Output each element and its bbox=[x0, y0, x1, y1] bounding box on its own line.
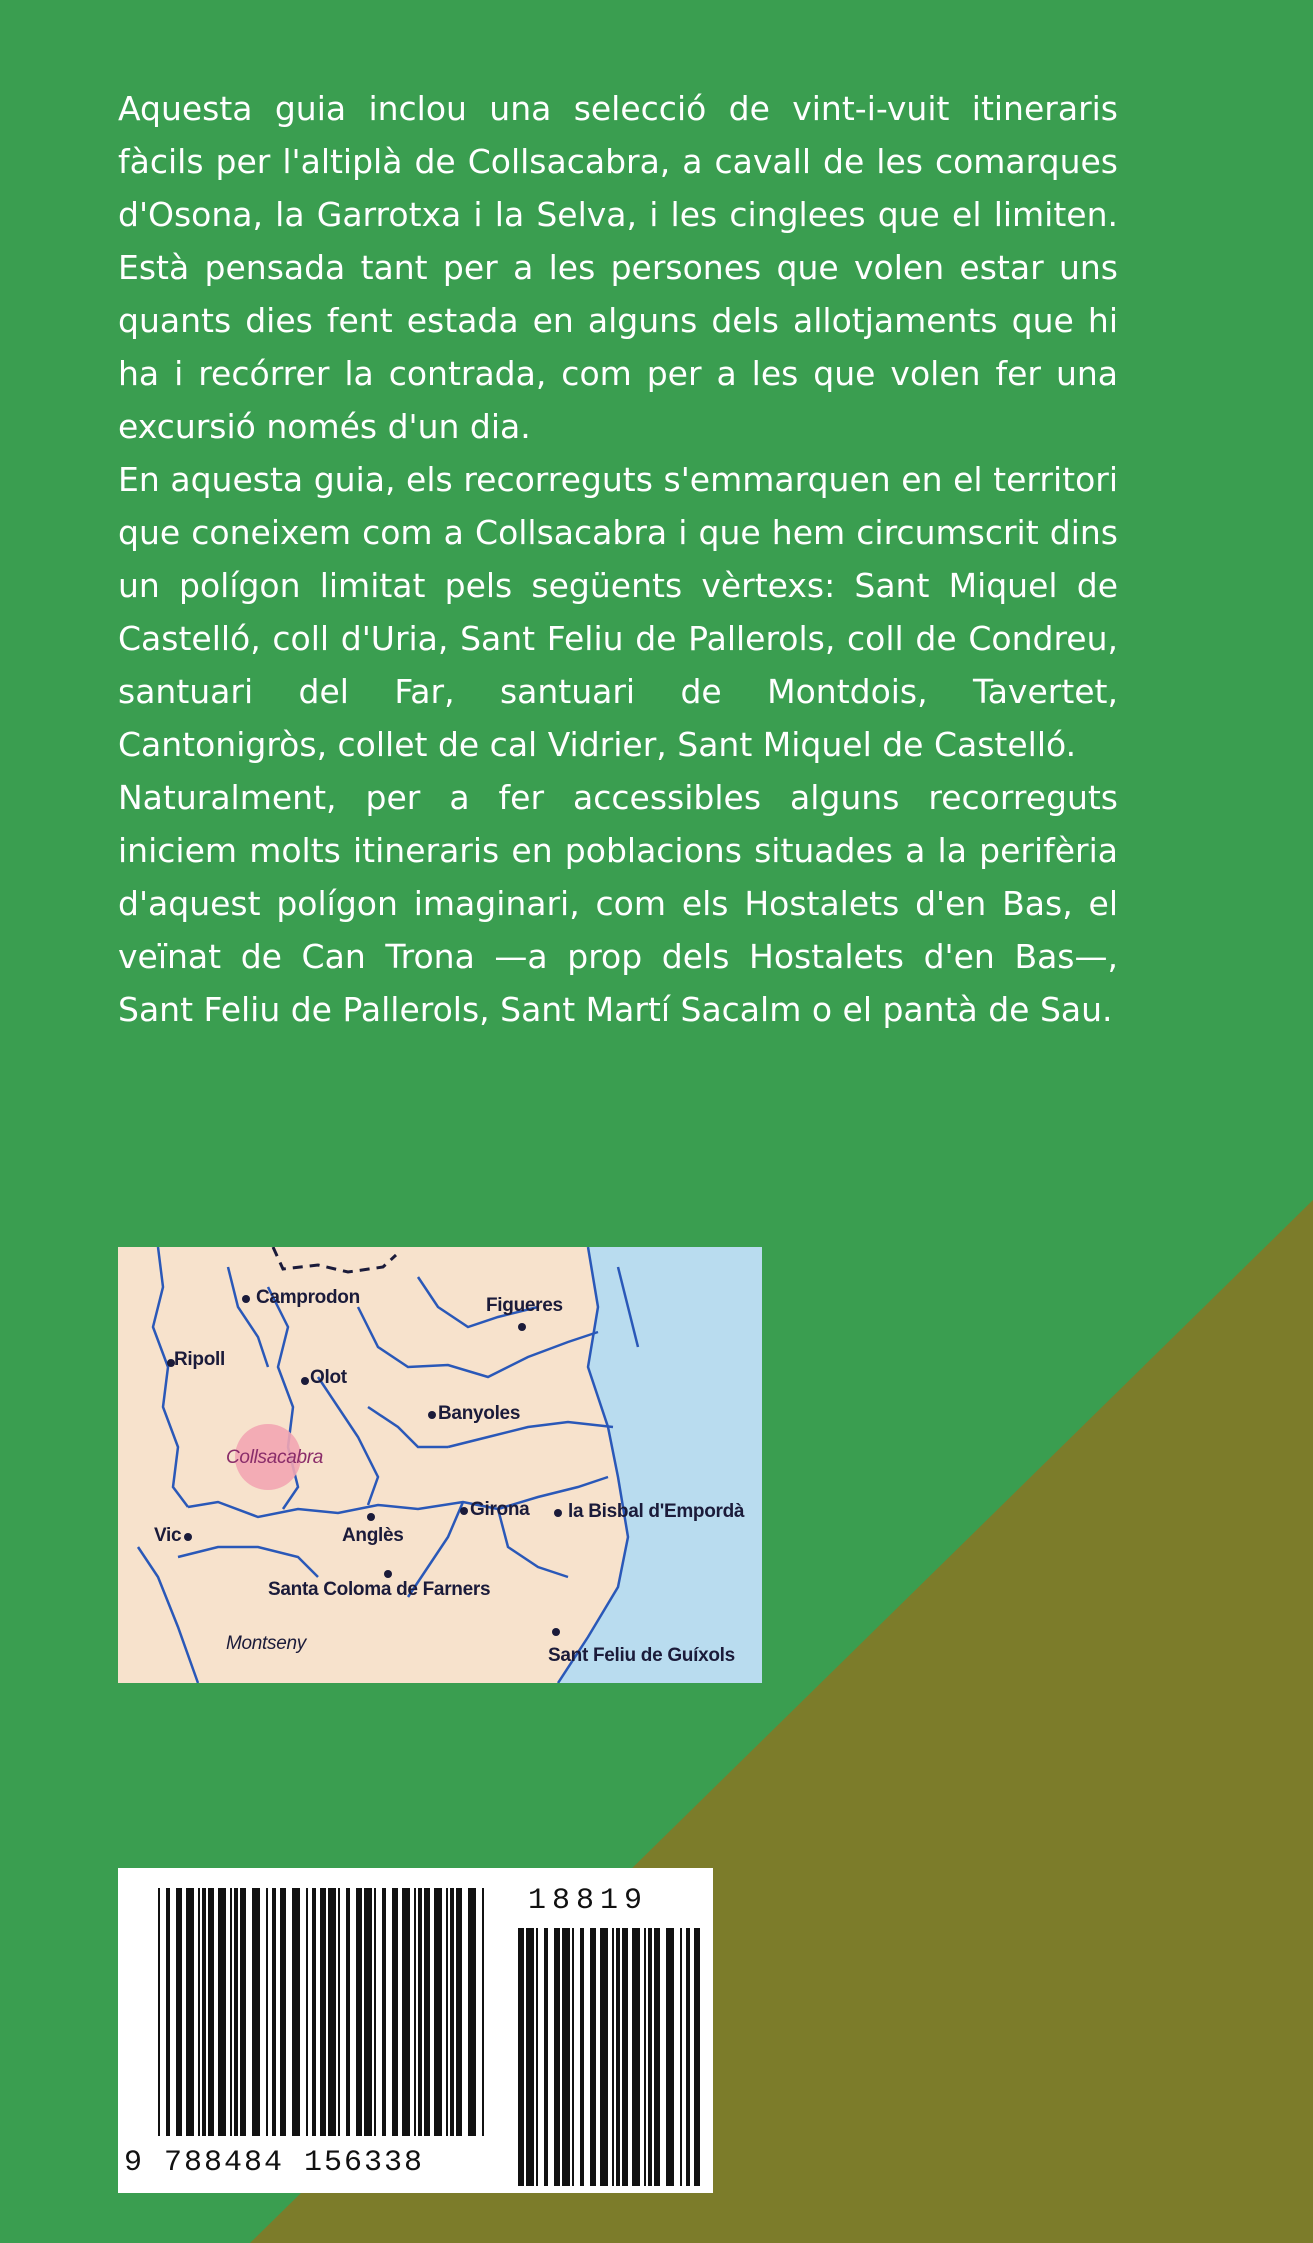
barcode-bar bbox=[468, 1888, 476, 2136]
map-drawing bbox=[118, 1247, 762, 1683]
barcode-bar bbox=[536, 1928, 538, 2186]
blurb-paragraph-3: Naturalment, per a fer accessibles alguns recorreguts iniciem molts itineraris en poblacions situades a la perifèria d'aquest polígon imaginari, com els Hostalets d'en Bas, el veïnat de Can Trona —a prop dels Hostalets d'en Bas—, Sant Feliu de Pallerols, Sant Martí Sacalm o el pantà de Sau. bbox=[118, 778, 1118, 1029]
map-label-santa-coloma: Santa Coloma de Farners bbox=[268, 1579, 491, 1600]
barcode-bar bbox=[526, 1928, 534, 2186]
barcode-bar bbox=[312, 1888, 316, 2136]
barcode-bar bbox=[320, 1888, 326, 2136]
barcode-bar bbox=[382, 1888, 386, 2136]
dot-bisbal bbox=[554, 1509, 562, 1517]
map-label-vic: Vic bbox=[154, 1525, 182, 1546]
barcode-bar bbox=[562, 1928, 570, 2186]
barcode-bar bbox=[292, 1888, 300, 2136]
barcode-bar bbox=[218, 1888, 226, 2136]
barcode-bar bbox=[176, 1888, 182, 2136]
dot-santa-coloma bbox=[384, 1570, 392, 1578]
map-label-camprodon: Camprodon bbox=[256, 1287, 360, 1308]
isbn-number: 9 788484 156338 bbox=[124, 2146, 425, 2180]
barcode-bar bbox=[414, 1888, 416, 2136]
barcode-bar bbox=[680, 1928, 682, 2186]
map-label-olot: Olot bbox=[310, 1367, 347, 1388]
barcode-bar bbox=[230, 1888, 232, 2136]
barcode-bar bbox=[272, 1888, 276, 2136]
barcode-bar bbox=[654, 1928, 660, 2186]
barcode-bar bbox=[572, 1928, 574, 2186]
map-label-angles: Anglès bbox=[342, 1525, 404, 1546]
barcode-bar bbox=[648, 1928, 652, 2186]
map-label-girona: Girona bbox=[470, 1499, 530, 1520]
barcode-bar bbox=[590, 1928, 596, 2186]
barcode-bar bbox=[166, 1888, 170, 2136]
isbn-barcode bbox=[118, 1868, 713, 2193]
dot-olot bbox=[301, 1377, 309, 1385]
barcode-bar bbox=[644, 1928, 646, 2186]
barcode-bar bbox=[694, 1928, 700, 2186]
barcode-bar bbox=[456, 1888, 462, 2136]
dot-camprodon bbox=[242, 1295, 250, 1303]
addon-number: 18819 bbox=[528, 1884, 649, 1918]
barcode-bar bbox=[356, 1888, 362, 2136]
barcode-bar bbox=[424, 1888, 430, 2136]
map-label-collsacabra: Collsacabra bbox=[226, 1447, 324, 1468]
barcode-bar bbox=[402, 1888, 410, 2136]
barcode-bar bbox=[622, 1928, 628, 2186]
barcode-bar bbox=[686, 1928, 690, 2186]
rivers bbox=[138, 1247, 638, 1683]
barcode-bar bbox=[554, 1928, 560, 2186]
sea-area bbox=[558, 1247, 762, 1683]
barcode-bar bbox=[234, 1888, 238, 2136]
barcode-bar bbox=[580, 1928, 584, 2186]
barcode-bar bbox=[612, 1928, 614, 2186]
blurb-paragraph-2: En aquesta guia, els recorreguts s'emmarquen en el territori que coneixem com a Collsacabra i que hem circumscrit dins un polígon limitat pels següents vèrtexs: Sant Miquel de Castelló, coll d'Uria, Sant Feliu de Pallerols, coll de Condreu, santuari del Far, santuari de Montdois, Tavertet, Cantonigròs, collet de cal Vidrier, Sant Miquel de Castelló. bbox=[118, 460, 1118, 764]
map-label-figueres: Figueres bbox=[486, 1295, 563, 1316]
dot-vic bbox=[184, 1533, 192, 1541]
barcode-bar bbox=[202, 1888, 206, 2136]
border-line bbox=[273, 1247, 396, 1272]
location-map bbox=[118, 1247, 762, 1683]
barcode-bar bbox=[450, 1888, 454, 2136]
barcode-bar bbox=[198, 1888, 200, 2136]
map-label-banyoles: Banyoles bbox=[438, 1403, 521, 1424]
barcode-bar bbox=[158, 1888, 160, 2136]
dot-girona bbox=[460, 1507, 468, 1515]
barcode-bar bbox=[266, 1888, 268, 2136]
blurb-paragraph-1: Aquesta guia inclou una selecció de vint-i-vuit itineraris fàcils per l'altiplà de Collsacabra, a cavall de les comarques d'Osona, la Garrotxa i la Selva, i les cinglees que el limiten. Està pensada tant per a les persones que volen estar uns quants dies fent estada en alguns dels allotjaments que hi ha i recórrer la contrada, com per a les que volen fer una excursió només d'un dia. bbox=[118, 89, 1118, 446]
dot-banyoles bbox=[428, 1411, 436, 1419]
barcode-bar bbox=[280, 1888, 286, 2136]
dot-figueres bbox=[518, 1323, 526, 1331]
barcode-bar bbox=[364, 1888, 372, 2136]
barcode-bar bbox=[434, 1888, 442, 2136]
barcode-bar bbox=[482, 1888, 484, 2136]
map-label-sant-feliu-guixols: Sant Feliu de Guíxols bbox=[548, 1645, 735, 1666]
barcode-bar bbox=[252, 1888, 260, 2136]
map-label-montseny: Montseny bbox=[226, 1633, 306, 1654]
barcode-bar bbox=[306, 1888, 308, 2136]
barcode-bar bbox=[392, 1888, 398, 2136]
barcode-bar bbox=[374, 1888, 376, 2136]
barcode-bar bbox=[544, 1928, 548, 2186]
barcode-bar bbox=[418, 1888, 422, 2136]
map-label-ripoll: Ripoll bbox=[174, 1349, 225, 1370]
dot-sant-feliu bbox=[552, 1628, 560, 1636]
barcode-bar bbox=[338, 1888, 340, 2136]
barcode-bar bbox=[666, 1928, 674, 2186]
barcode-bar bbox=[632, 1928, 640, 2186]
barcode-bar bbox=[600, 1928, 608, 2186]
barcode-bar bbox=[208, 1888, 214, 2136]
dot-angles bbox=[367, 1513, 375, 1521]
barcode-bar bbox=[240, 1888, 246, 2136]
barcode-bar bbox=[616, 1928, 620, 2186]
map-label-bisbal: la Bisbal d'Empordà bbox=[568, 1501, 745, 1522]
barcode-bar bbox=[446, 1888, 448, 2136]
barcode-bar bbox=[328, 1888, 336, 2136]
barcode-bar bbox=[346, 1888, 350, 2136]
barcode-bar bbox=[518, 1928, 524, 2186]
back-cover-blurb bbox=[118, 82, 1118, 1036]
barcode-bar bbox=[186, 1888, 194, 2136]
